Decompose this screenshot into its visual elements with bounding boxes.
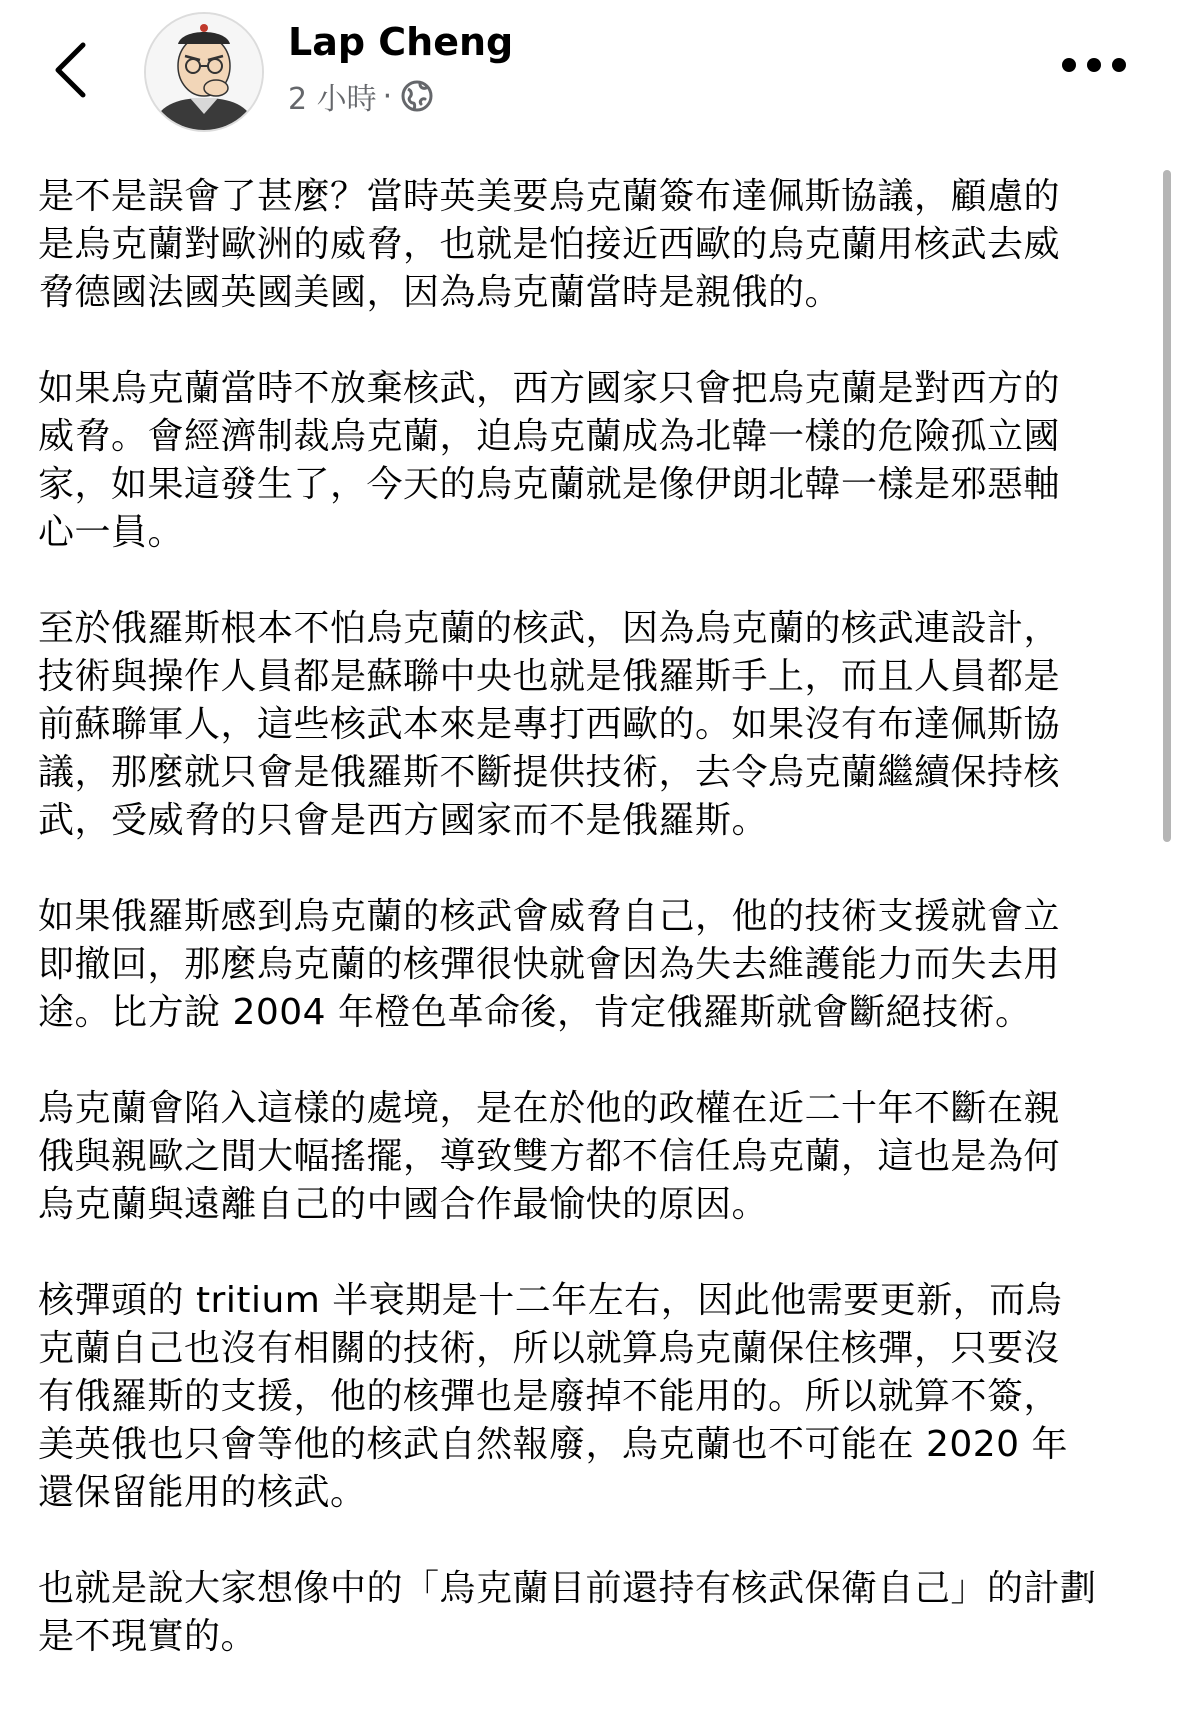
cartoon-avatar-icon [146,14,262,130]
avatar[interactable] [144,12,264,132]
scrollbar[interactable] [1163,170,1171,842]
privacy-button[interactable] [400,79,434,113]
back-button[interactable] [40,30,100,110]
chevron-left-icon [53,41,87,99]
post-paragraph: 至於俄羅斯根本不怕烏克蘭的核武，因為烏克蘭的核武連設計， 技術與操作人員都是蘇聯中央也就是俄羅斯手上，而且人員都是 前蘇聯軍人，這些核武本來是專打西歐的。如果沒有布達佩斯協 議，那麼就只會是俄羅斯不斷提供技術，去令烏克蘭繼續保持核 武，受威脅的只會是西方國家而不是俄羅斯。 [38,608,1061,841]
post-paragraph: 如果烏克蘭當時不放棄核武，西方國家只會把烏克蘭是對西方的 威脅。會經濟制裁烏克蘭，迫烏克蘭成為北韓一樣的危險孤立國 家，如果這發生了，今天的烏克蘭就是像伊朗北韓一樣是邪惡軸 心一員。 [38,368,1061,553]
timestamp[interactable]: 2 小時 [288,82,377,117]
globe-icon [400,79,434,113]
author-name[interactable]: Lap Cheng [288,20,514,64]
post-paragraph: 如果俄羅斯感到烏克蘭的核武會威脅自己，他的技術支援就會立 即撤回，那麼烏克蘭的核彈很快就會因為失去維護能力而失去用 途。比方說 2004 年橙色革命後，肯定俄羅斯就會斷絕技術。 [38,896,1061,1033]
more-horizontal-icon [1059,55,1129,75]
post-meta [288,74,434,118]
post-paragraph: 核彈頭的 tritium 半衰期是十二年左右，因此他需要更新，而烏 克蘭自己也沒有相關的技術，所以就算烏克蘭保住核彈，只要沒 有俄羅斯的支援，他的核彈也是廢掉不能用的。所以就算不簽， 美英俄也只會等他的核武自然報廢，烏克蘭也不可能在 2020 年 還保留能用的核武。 [38,1280,1069,1513]
post-paragraph: 也就是說大家想像中的「烏克蘭目前還持有核武保衛自己」的計劃 是不現實的。 [38,1568,1097,1657]
post-paragraph: 烏克蘭會陷入這樣的處境，是在於他的政權在近二十年不斷在親 俄與親歐之間大幅搖擺，導致雙方都不信任烏克蘭，這也是為何 烏克蘭與遠離自己的中國合作最愉快的原因。 [38,1088,1061,1225]
post-paragraph: 是不是誤會了甚麼？當時英美要烏克蘭簽布達佩斯協議，顧慮的 是烏克蘭對歐洲的威脅，也就是怕接近西歐的烏克蘭用核武去威 脅德國法國英國美國，因為烏克蘭當時是親俄的。 [38,176,1061,313]
post-header [0,0,1179,140]
meta-separator: · [382,78,393,114]
more-options-button[interactable] [1049,40,1139,90]
post-body [38,173,1138,1709]
